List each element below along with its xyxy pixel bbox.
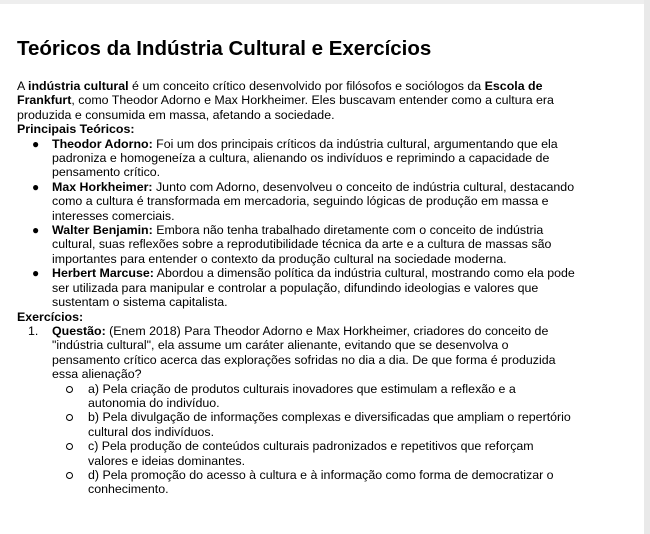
list-item (32, 179, 577, 223)
page-title: Teóricos da Indústria Cultural e Exercícios (17, 37, 432, 60)
intro-paragraph (17, 79, 577, 122)
theorists-list (17, 137, 577, 310)
intro-text-3: , como Theodor Adorno e Max Horkheimer. Eles buscavam entender como a cultura era produzida e consumida em massa, afetando a sociedade. (17, 93, 554, 122)
list-item (32, 136, 577, 180)
bullet-icon: ● (32, 136, 40, 151)
intro-text-2: é um conceito crítico desenvolvido por filósofos e sociólogos da (128, 79, 485, 93)
theorist-name: Max Horkheimer: (52, 179, 153, 194)
theorist-name: Walter Benjamin: (52, 223, 153, 238)
theorist-description: Foi um dos principais críticos da indústria cultural, argumentando que ela padroniza e homogeneíza a cultura, alienando os indivíduos e reprimindo a capacidade de pensamento crítico. (52, 136, 558, 180)
option-text: b) Pela divulgação de informações complexas e diversificadas que ampliam o repertório cultural dos indivíduos. (88, 410, 571, 439)
option-item (88, 410, 577, 439)
theorist-description: Junto com Adorno, desenvolveu o conceito de indústria cultural, destacando como a cultura é transformada em mercadoria, seguindo lógicas de produção em massa e interesses comerciais. (52, 179, 575, 223)
options-list (52, 382, 577, 497)
question-label: Questão: (52, 323, 106, 338)
theorist-name: Herbert Marcuse: (52, 266, 154, 281)
circle-bullet-icon (66, 414, 73, 421)
list-item (32, 223, 577, 266)
list-item (32, 266, 577, 310)
question-text: (Enem 2018) Para Theodor Adorno e Max Horkheimer, criadores do conceito de "indústria cultural", ela assume um caráter alienante, evitando que se desenvolva o pensamento crítico acerca das explorações sofridas no dia a dia. De que forma é produzida essa alienação? (52, 323, 556, 382)
intro-text-1: A (17, 79, 29, 93)
circle-bullet-icon (66, 472, 73, 479)
option-text: d) Pela promoção do acesso à cultura e à informação como forma de democratizar o conhecimento. (88, 467, 554, 497)
scrollbar-track[interactable] (644, 0, 650, 534)
bullet-icon: ● (32, 266, 40, 281)
question-item (28, 323, 577, 497)
theorists-heading: Principais Teóricos: (17, 122, 135, 137)
circle-bullet-icon (66, 386, 73, 393)
option-item (88, 382, 577, 411)
option-text: a) Pela criação de produtos culturais inovadores que estimulam a reflexão e a autonomia do indivíduo. (88, 381, 516, 410)
exercises-list (17, 324, 577, 497)
exercises-heading: Exercícios: (17, 309, 84, 324)
option-item (88, 468, 577, 497)
intro-bold-term: indústria cultural (28, 79, 129, 93)
window-top-edge (0, 0, 650, 4)
circle-bullet-icon (66, 443, 73, 450)
theorist-name: Theodor Adorno: (52, 136, 153, 151)
theorist-description: Embora não tenha trabalhado diretamente com o conceito de indústria cultural, suas reflexões sobre a reprodutibilidade técnica da arte e a cultura de massas são importantes para entender o contexto da produção cultural na sociedade moderna. (52, 223, 552, 266)
question-number: 1. (28, 323, 39, 338)
theorist-description: Abordou a dimensão política da indústria cultural, mostrando como ela pode ser utilizada para manipular e controlar a população, difundindo ideologias e valores que sustentam o sistema capitalista. (52, 266, 575, 310)
option-item (88, 439, 577, 468)
intro-bold-school: Escola de Frankfurt (17, 79, 543, 108)
bullet-icon: ● (32, 179, 40, 194)
document-body (17, 37, 577, 497)
option-text: c) Pela produção de conteúdos culturais padronizados e repetitivos que reforçam valores e ideias dominantes. (88, 439, 534, 468)
bullet-icon: ● (32, 223, 40, 238)
